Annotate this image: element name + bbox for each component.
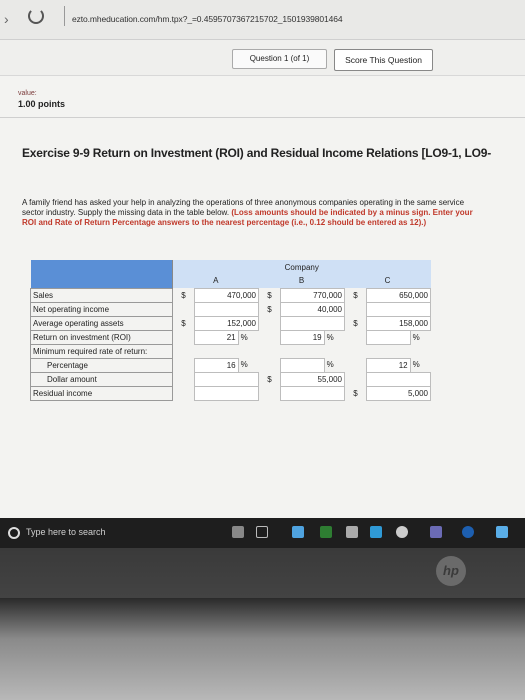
input-c[interactable] (367, 372, 431, 386)
dollar-sign: $ (267, 290, 272, 300)
spacer (345, 358, 367, 372)
cell-c: 5,000 (367, 386, 431, 400)
dollar-sign (345, 372, 367, 386)
spacer (173, 330, 195, 344)
spacer (259, 330, 281, 344)
header-row-company (31, 260, 431, 274)
cell-c: 12 (367, 358, 411, 372)
taskbar-search[interactable]: Type here to search (26, 527, 106, 537)
table-row (31, 302, 431, 316)
browser-bar (0, 0, 525, 40)
header-blank-2 (31, 274, 173, 288)
dollar-sign: $ (353, 388, 358, 398)
back-arrow-icon[interactable]: › (4, 11, 9, 27)
column-b-header: B (259, 274, 345, 288)
edge-icon[interactable] (320, 526, 332, 538)
dollar-sign (173, 372, 195, 386)
input-a[interactable] (195, 386, 259, 400)
keyboard-area (0, 598, 525, 700)
column-c-header: C (345, 274, 431, 288)
row-blank (173, 344, 431, 358)
value-points: 1.00 points (18, 99, 66, 109)
exercise-title: Exercise 9-9 Return on Investment (ROI) and Residual Income Relations [LO9-1, LO9- (22, 146, 492, 160)
cell-b: 770,000 (281, 288, 345, 302)
task-view-icon[interactable] (256, 526, 268, 538)
chrome-icon[interactable] (396, 526, 408, 538)
instructions-text: A family friend has asked your help in analyzing the operations of three anonymous companies operating in the same service sector industry. Supply the missing data in the table below. (22, 198, 465, 217)
spacer (173, 358, 195, 372)
dollar-sign (259, 386, 281, 400)
cell-a: 470,000 (195, 288, 259, 302)
percent-sign: % (240, 332, 248, 342)
address-bar[interactable]: ezto.mheducation.com/hm.tpx?_=0.4595707367215702_1501939801464 (72, 14, 343, 24)
cell-b: 19 (281, 330, 325, 344)
store-icon[interactable] (346, 526, 358, 538)
input-a[interactable] (195, 302, 259, 316)
row-label: Average operating assets (31, 316, 173, 330)
header-blank (31, 260, 173, 274)
input-b[interactable] (281, 358, 325, 372)
row-label: Dollar amount (31, 372, 173, 386)
cell-a: 16 (195, 358, 239, 372)
taskbar (0, 518, 525, 548)
cell-b: 55,000 (281, 372, 345, 386)
table-row (31, 358, 431, 372)
instructions-note: (Loss amounts should be indicated by a minus sign. Enter your ROI and Rate of Return Percentage answers to the nearest percentage (i.e., 0.12 should be entered as 12).) (22, 208, 473, 227)
dollar-sign (173, 386, 195, 400)
question-selector[interactable]: Question 1 (of 1) (232, 49, 327, 69)
cell-c: 158,000 (367, 316, 431, 330)
photos-icon[interactable] (292, 526, 304, 538)
column-a-header: A (173, 274, 259, 288)
percent-sign: % (326, 332, 334, 342)
dollar-sign: $ (181, 290, 186, 300)
input-b[interactable] (281, 386, 345, 400)
percent-sign: % (412, 360, 420, 370)
cell-b: 40,000 (281, 302, 345, 316)
row-label: Net operating income (31, 302, 173, 316)
value-label: value: (18, 90, 37, 97)
table-row (31, 344, 431, 358)
dollar-sign: $ (267, 304, 272, 314)
roi-table (30, 260, 431, 401)
row-label: Sales (31, 288, 173, 302)
app-icon[interactable] (430, 526, 442, 538)
instructions (22, 198, 482, 228)
table-row (31, 372, 431, 386)
header-row-columns (31, 274, 431, 288)
refresh-icon[interactable] (28, 8, 44, 24)
dollar-sign: $ (353, 318, 358, 328)
spacer (345, 330, 367, 344)
dollar-sign (259, 316, 281, 330)
table-row (31, 330, 431, 344)
company-header: Company (173, 260, 431, 274)
score-question-button[interactable]: Score This Question (334, 49, 433, 71)
row-label: Percentage (31, 358, 173, 372)
amazon-icon[interactable] (370, 526, 382, 538)
table-row (31, 316, 431, 330)
spacer (259, 358, 281, 372)
percent-sign: % (326, 360, 334, 370)
dollar-sign: $ (181, 318, 186, 328)
input-c[interactable] (367, 330, 411, 344)
percent-sign: % (412, 332, 420, 342)
url-separator (64, 6, 65, 26)
hp-app-icon[interactable] (462, 526, 474, 538)
row-label: Return on investment (ROI) (31, 330, 173, 344)
cell-c: 650,000 (367, 288, 431, 302)
input-c[interactable] (367, 302, 431, 316)
cell-a: 21 (195, 330, 239, 344)
dollar-sign: $ (267, 374, 272, 384)
table-row (31, 288, 431, 302)
mic-icon[interactable] (232, 526, 244, 538)
dollar-sign (345, 302, 367, 316)
network-icon[interactable] (496, 526, 508, 538)
divider (0, 117, 525, 118)
cell-a: 152,000 (195, 316, 259, 330)
input-b[interactable] (281, 316, 345, 330)
percent-sign: % (240, 360, 248, 370)
input-a[interactable] (195, 372, 259, 386)
table-row (31, 386, 431, 400)
row-label: Residual income (31, 386, 173, 400)
dollar-sign: $ (353, 290, 358, 300)
cortana-icon[interactable] (8, 527, 20, 539)
hp-logo: hp (436, 556, 466, 586)
row-label: Minimum required rate of return: (31, 344, 173, 358)
question-bar (0, 40, 525, 76)
dollar-sign (173, 302, 195, 316)
